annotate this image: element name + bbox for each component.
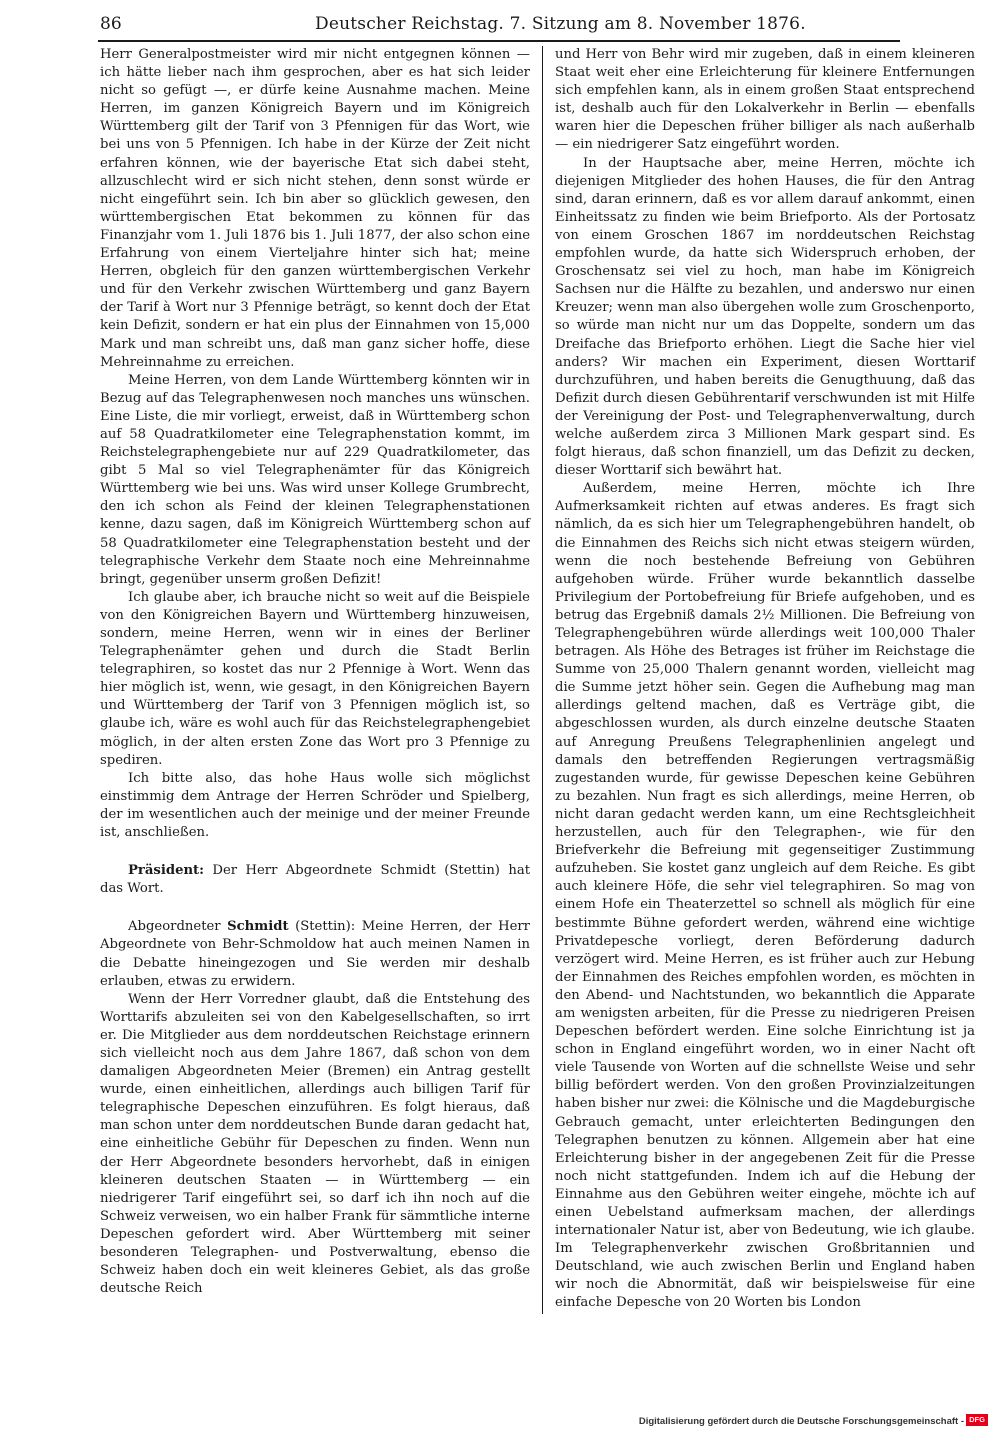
president-text: Der Herr Abgeordnete Schmidt (Stettin) hat das Wort. bbox=[100, 863, 530, 897]
dfg-logo bbox=[966, 1414, 988, 1426]
right-column bbox=[555, 46, 975, 1313]
page-number: 86 bbox=[100, 14, 122, 34]
left-column bbox=[100, 46, 530, 1298]
section-gap bbox=[100, 842, 530, 862]
section-gap bbox=[100, 898, 530, 918]
president-paragraph bbox=[100, 862, 530, 898]
digitization-credit: Digitalisierung gefördert durch die Deutsche Forschungsgemeinschaft - bbox=[638, 1416, 964, 1427]
header-rule bbox=[98, 40, 900, 42]
paragraph: Meine Herren, von dem Lande Württemberg könnten wir in Bezug auf das Telegraphenwesen noch manches uns wünschen. Eine Liste, die mir vorliegt, erweist, daß in Württemberg schon auf 58 Quadratkilometer eine Telegraphenstation kommt, im Reichstelegraphengebiete nur auf 229 Quadratkilometer, das gibt 5 Mal so viel Telegraphenämter für das Königreich Württemberg wie bei uns. Was wird unser Kollege Grumbrecht, den ich schon als Feind der kleinen Telegraphenstationen kenne, dazu sagen, daß im Königreich Württemberg schon auf 58 Quadratkilometer eine Telegraphenstation besteht und der telegraphische Verkehr dem Staate noch eine Mehreinnahme bringt, gegenüber unserm großen Defizit! bbox=[100, 372, 530, 587]
speaker-prefix: Abgeordneter bbox=[128, 919, 221, 935]
column-divider bbox=[542, 46, 543, 1314]
paragraph: und Herr von Behr wird mir zugeben, daß in einem kleineren Staat weit eher eine Erleichterung für kleinere Entfernungen sich empfehlen kann, als in einem großen Staat entsprechend ist, deshalb auch für den Lokalverkehr in Berlin — ebenfalls waren hier die Depeschen früher billiger als nach außerhalb — ein niedrigerer Satz eingeführt worden. bbox=[555, 47, 975, 153]
paragraph: Herr Generalpostmeister wird mir nicht entgegnen können — ich hätte lieber nach ihm gesprochen, aber es hat sich leider nicht so gefügt —, er dürfe keine Ausnahme machen. Meine Herren, im ganzen Königreich Bayern und im Königreich Württemberg gilt der Tarif von 3 Pfennigen für das Wort, wie bei uns von 5 Pfennigen. Ich habe in der Kürze der Zeit nicht erfahren können, wie der bayerische Etat sich dabei steht, allzuschlecht wird er sich nicht stehen, denn sonst würde er nicht eingeführt sein. Ich bin aber so glücklich gewesen, den württembergischen Etat bekommen zu können für das Finanzjahr vom 1. Juli 1876 bis 1. Juli 1877, der also schon eine Erfahrung von einem Vierteljahre hinter sich hat; meine Herren, obgleich für den ganzen württembergischen Verkehr und für den Verkehr zwischen Württemberg und ganz Bayern der Tarif à Wort nur 3 Pfennige beträgt, so kennt doch der Etat kein Defizit, sondern er hat ein plus der Einnahmen von 15,000 Mark und man schreibt uns, daß man ganz sicher hoffe, diese Mehreinnahme zu erreichen. bbox=[100, 47, 530, 370]
page-header bbox=[100, 12, 900, 38]
paragraph: Ich glaube aber, ich brauche nicht so weit auf die Beispiele von den Königreichen Bayern und Württemberg hinzuweisen, sondern, meine Herren, wenn wir in eines der Berliner Telegraphenämter gehen und durch die Stadt Berlin telegraphiren, so kostet das nur 2 Pfennige à Wort. Wenn das hier möglich ist, wenn, wie gesagt, in den Königreichen Bayern und Württemberg der Tarif von 3 Pfennigen möglich ist, so glaube ich, wäre es wohl auch für das Reichstelegraphengebiet möglich, in der alten ersten Zone das Wort pro 3 Pfennige zu spediren. bbox=[100, 589, 530, 768]
paragraph: Ich bitte also, das hohe Haus wolle sich möglichst einstimmig dem Antrage der Herren Schröder und Spielberg, der im wesentlichen auch der meinige und der meiner Freunde ist, anschließen. bbox=[100, 770, 530, 841]
speaker-text: (Stettin): Meine Herren, der Herr Abgeordnete von Behr-Schmoldow hat auch meinen Namen in die Debatte hineingezogen und Sie werden mir deshalb erlauben, etwas zu erwidern. bbox=[100, 919, 530, 989]
schmidt-paragraph bbox=[100, 918, 530, 990]
running-title: Deutscher Reichstag. 7. Sitzung am 8. November 1876. bbox=[315, 14, 806, 34]
speaker-label: Präsident: bbox=[128, 863, 205, 879]
paragraph: Außerdem, meine Herren, möchte ich Ihre Aufmerksamkeit richten auf etwas anderes. Es fragt sich nämlich, da es sich hier um Telegraphengebühren handelt, ob die Einnahmen des Reichs sich nicht etwas steigern würden, wenn die noch bestehende Befreiung von Gebühren aufgehoben würde. Früher wurde bekanntlich dasselbe Privilegium der Portobefreiung für Briefe aufgehoben, und es betrug das Ergebniß damals 2½ Millionen. Die Befreiung von Telegraphengebühren würde allerdings weit 100,000 Thaler betragen. Als Höhe des Betrages ist früher im Reichstage die Summe von 25,000 Thalern genannt worden, vielleicht mag die Summe jetzt höher sein. Gegen die Aufhebung mag man allerdings geltend machen, daß es Verträge gibt, die abgeschlossen wurden, als durch einzelne deutsche Staaten auf Anregung Preußens Telegraphenlinien angelegt und damals den betreffenden Regierungen vertragsmäßig zugestanden wurde, für gewisse Depeschen keine Gebühren zu bezahlen. Nun fragt es sich allerdings, meine Herren, ob nicht daran gedacht werden kann, um eine Rechtsgleichheit herzustellen, auch für den Telegraphen-, wie für den Briefverkehr die Befreiung mit gegenseitiger Zustimmung aufzuheben. Sie kostet ganz ungleich auf dem Reiche. Es gibt auch kleinere Höfe, die sehr viel telegraphiren. So mag von einem Hofe ein Theaterzettel so schnell als möglich für eine bestimmte Bühne gefordert werden, während eine wichtige Privatdepesche vorliegt, deren Beförderung dadurch verzögert wird. Meine Herren, es ist früher auch zur Hebung der Einnahmen des Reiches empfohlen worden, es möchten in den Abend- und Nachtstunden, wo bekanntlich die Apparate am wenigsten arbeiten, für die Presse zu niedrigeren Preisen Depeschen befördert werden. Eine solche Einrichtung ist ja schon in England eingeführt worden, wo in einer Nacht oft viele Tausende von Worten auf die schnellste Weise und sehr billig befördert werden. Von den großen Provinzialzeitungen haben bisher nur zwei: die Kölnische und die Magdeburgische Gebrauch gemacht, unter erleichterten Bedingungen den Telegraphen benutzen zu können. Allgemein aber hat eine Erleichterung bisher in der angegebenen Zeit für die Presse noch nicht stattgefunden. Indem ich auf die Hebung der Einnahme aus den Gebühren weiter eingehe, möchte ich auf einen Uebelstand aufmerksam machen, der allerdings internationaler Natur ist, aber von Bedeutung, wie ich glaube. Im Telegraphenverkehr zwischen Großbritannien und Deutschland, wie auch zwischen Berlin und England haben wir noch die Abnormität, daß wir beispielsweise für eine einfache Depesche von 20 Worten bis London bbox=[555, 481, 975, 1311]
paragraph: Wenn der Herr Vorredner glaubt, daß die Entstehung des Worttarifs abzuleiten sei von den Kabelgesellschaften, so irrt er. Die Mitglieder aus dem norddeutschen Reichstage erinnern sich vielleicht noch aus dem Jahre 1867, daß schon von dem damaligen Abgeordneten Meier (Bremen) ein Antrag gestellt wurde, einen einheitlichen, allerdings auch billigen Tarif für telegraphische Depeschen einzuführen. Es folgt hieraus, daß man schon unter dem norddeutschen Bunde daran gedacht hat, eine einheitliche Gebühr für Depeschen zu finden. Wenn nun der Herr Abgeordnete besonders hervorhebt, daß in einigen kleineren deutschen Staaten — in Württemberg — ein niedrigerer Tarif eingeführt sei, so darf ich ihn noch auf die Schweiz verweisen, wo ein halber Frank für sämmtliche interne Depeschen gefordert wird. Aber Württemberg mit seiner besonderen Telegraphen- und Postverwaltung, ebenso die Schweiz haben doch ein weit kleineres Gebiet, als das große deutsche Reich bbox=[100, 991, 530, 1297]
paragraph: In der Hauptsache aber, meine Herren, möchte ich diejenigen Mitglieder des hohen Hauses, die für den Antrag sind, daran erinnern, daß es vor allem darauf ankommt, einen Einheitssatz zu finden wie beim Briefporto. Als der Portosatz von einem Groschen 1867 im norddeutschen Reichstag empfohlen wurde, da hatte sich Widerspruch erhoben, der Groschensatz sei viel zu hoch, man habe im Königreich Sachsen nur die Hälfte zu bezahlen, und anderswo nur einen Kreuzer; wenn man also übergehen wolle zum Groschenporto, so würde man nicht nur um das Doppelte, sondern um das Dreifache das Briefporto erhöhen. Liegt die Sache hier viel anders? Wir machen ein Experiment, diesen Worttarif durchzuführen, und haben bereits die Genugthuung, daß das Defizit durch diesen Gebührentarif verschwunden ist mit Hilfe der Vereinigung der Post- und Telegraphenverwaltung, durch welche außerdem zirca 3 Millionen Mark gespart sind. Es folgt hieraus, daß schon finanziell, um das Defizit zu decken, dieser Worttarif sich bewährt hat. bbox=[555, 155, 975, 479]
speaker-name: Schmidt bbox=[227, 919, 289, 935]
dfg-logo-text: DFG bbox=[969, 1415, 985, 1424]
